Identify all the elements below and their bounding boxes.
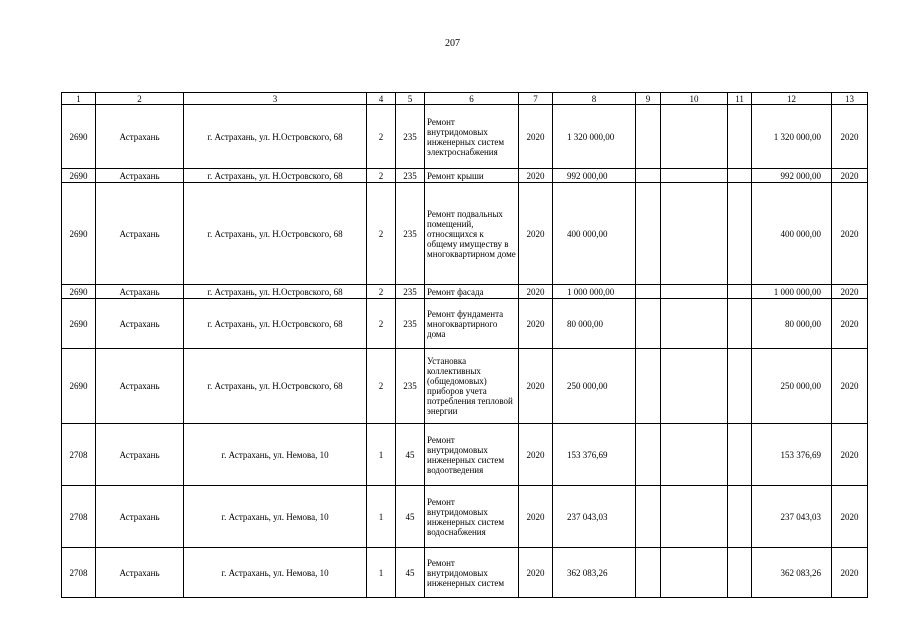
address-cell: г. Астрахань, ул. Н.Островского, 68 xyxy=(184,105,367,169)
col11-cell xyxy=(728,299,752,349)
header-row xyxy=(62,93,868,105)
work-type-cell: Ремонт подвальных помещений, относящихся к общему имуществу в многоквартирном доме xyxy=(425,183,519,285)
end-year-cell: 2020 xyxy=(832,299,868,349)
col9-cell xyxy=(636,105,661,169)
cost-cell: 1 320 000,00 xyxy=(553,105,636,169)
column-header: 7 xyxy=(519,93,553,105)
column-header: 12 xyxy=(752,93,832,105)
year-cell: 2020 xyxy=(519,105,553,169)
col5-cell: 45 xyxy=(396,486,425,548)
year-cell: 2020 xyxy=(519,349,553,424)
work-type-cell: Ремонт внутридомовых инженерных систем электроснабжения xyxy=(425,105,519,169)
col9-cell xyxy=(636,169,661,183)
col5-cell: 235 xyxy=(396,169,425,183)
col9-cell xyxy=(636,424,661,486)
col11-cell xyxy=(728,183,752,285)
municipality-cell: Астрахань xyxy=(96,105,184,169)
col10-cell xyxy=(661,349,728,424)
year-cell: 2020 xyxy=(519,183,553,285)
column-header: 8 xyxy=(553,93,636,105)
table-row xyxy=(62,299,868,349)
column-header: 6 xyxy=(425,93,519,105)
col10-cell xyxy=(661,183,728,285)
col9-cell xyxy=(636,349,661,424)
col5-cell: 235 xyxy=(396,183,425,285)
column-header: 11 xyxy=(728,93,752,105)
building-id-cell: 2690 xyxy=(62,349,96,424)
address-cell: г. Астрахань, ул. Немова, 10 xyxy=(184,424,367,486)
col4-cell: 1 xyxy=(367,424,396,486)
table-row xyxy=(62,424,868,486)
municipality-cell: Астрахань xyxy=(96,424,184,486)
col4-cell: 1 xyxy=(367,486,396,548)
col4-cell: 2 xyxy=(367,299,396,349)
col9-cell xyxy=(636,285,661,299)
col5-cell: 235 xyxy=(396,285,425,299)
col10-cell xyxy=(661,285,728,299)
address-cell: г. Астрахань, ул. Н.Островского, 68 xyxy=(184,169,367,183)
address-cell: г. Астрахань, ул. Н.Островского, 68 xyxy=(184,349,367,424)
year-cell: 2020 xyxy=(519,548,553,598)
year-cell: 2020 xyxy=(519,424,553,486)
cost-cell: 400 000,00 xyxy=(553,183,636,285)
table-row xyxy=(62,285,868,299)
municipality-cell: Астрахань xyxy=(96,486,184,548)
col11-cell xyxy=(728,285,752,299)
total-cell: 1 000 000,00 xyxy=(752,285,832,299)
work-type-cell: Ремонт крыши xyxy=(425,169,519,183)
total-cell: 153 376,69 xyxy=(752,424,832,486)
col5-cell: 45 xyxy=(396,548,425,598)
municipality-cell: Астрахань xyxy=(96,169,184,183)
address-cell: г. Астрахань, ул. Немова, 10 xyxy=(184,486,367,548)
work-type-cell: Ремонт внутридомовых инженерных систем xyxy=(425,548,519,598)
total-cell: 992 000,00 xyxy=(752,169,832,183)
col10-cell xyxy=(661,105,728,169)
end-year-cell: 2020 xyxy=(832,424,868,486)
col5-cell: 235 xyxy=(396,299,425,349)
address-cell: г. Астрахань, ул. Н.Островского, 68 xyxy=(184,285,367,299)
building-id-cell: 2690 xyxy=(62,285,96,299)
capital-repair-table xyxy=(61,92,868,598)
end-year-cell: 2020 xyxy=(832,183,868,285)
work-type-cell: Ремонт внутридомовых инженерных систем водоотведения xyxy=(425,424,519,486)
col5-cell: 235 xyxy=(396,349,425,424)
col10-cell xyxy=(661,424,728,486)
municipality-cell: Астрахань xyxy=(96,349,184,424)
col4-cell: 2 xyxy=(367,183,396,285)
col4-cell: 2 xyxy=(367,169,396,183)
col10-cell xyxy=(661,299,728,349)
end-year-cell: 2020 xyxy=(832,169,868,183)
col5-cell: 45 xyxy=(396,424,425,486)
col4-cell: 2 xyxy=(367,349,396,424)
work-type-cell: Установка коллективных (общедомовых) приборов учета потребления тепловой энергии xyxy=(425,349,519,424)
building-id-cell: 2708 xyxy=(62,486,96,548)
total-cell: 250 000,00 xyxy=(752,349,832,424)
col4-cell: 1 xyxy=(367,548,396,598)
column-header: 13 xyxy=(832,93,868,105)
column-header: 2 xyxy=(96,93,184,105)
col5-cell: 235 xyxy=(396,105,425,169)
total-cell: 362 083,26 xyxy=(752,548,832,598)
col10-cell xyxy=(661,548,728,598)
building-id-cell: 2708 xyxy=(62,424,96,486)
col4-cell: 2 xyxy=(367,285,396,299)
column-header: 10 xyxy=(661,93,728,105)
col10-cell xyxy=(661,169,728,183)
cost-cell: 153 376,69 xyxy=(553,424,636,486)
col10-cell xyxy=(661,486,728,548)
cost-cell: 1 000 000,00 xyxy=(553,285,636,299)
cost-cell: 237 043,03 xyxy=(553,486,636,548)
municipality-cell: Астрахань xyxy=(96,299,184,349)
building-id-cell: 2690 xyxy=(62,299,96,349)
end-year-cell: 2020 xyxy=(832,349,868,424)
municipality-cell: Астрахань xyxy=(96,183,184,285)
end-year-cell: 2020 xyxy=(832,486,868,548)
address-cell: г. Астрахань, ул. Н.Островского, 68 xyxy=(184,183,367,285)
municipality-cell: Астрахань xyxy=(96,548,184,598)
cost-cell: 250 000,00 xyxy=(553,349,636,424)
municipality-cell: Астрахань xyxy=(96,285,184,299)
total-cell: 1 320 000,00 xyxy=(752,105,832,169)
year-cell: 2020 xyxy=(519,299,553,349)
column-header: 1 xyxy=(62,93,96,105)
cost-cell: 80 000,00 xyxy=(553,299,636,349)
year-cell: 2020 xyxy=(519,169,553,183)
col11-cell xyxy=(728,105,752,169)
column-header: 5 xyxy=(396,93,425,105)
building-id-cell: 2690 xyxy=(62,105,96,169)
table-row xyxy=(62,183,868,285)
col9-cell xyxy=(636,486,661,548)
address-cell: г. Астрахань, ул. Н.Островского, 68 xyxy=(184,299,367,349)
cost-cell: 362 083,26 xyxy=(553,548,636,598)
end-year-cell: 2020 xyxy=(832,105,868,169)
building-id-cell: 2690 xyxy=(62,169,96,183)
col9-cell xyxy=(636,183,661,285)
work-type-cell: Ремонт фундамента многоквартирного дома xyxy=(425,299,519,349)
table-row xyxy=(62,486,868,548)
column-header: 9 xyxy=(636,93,661,105)
page-number: 207 xyxy=(445,38,460,49)
work-type-cell: Ремонт внутридомовых инженерных систем водоснабжения xyxy=(425,486,519,548)
end-year-cell: 2020 xyxy=(832,548,868,598)
column-header: 3 xyxy=(184,93,367,105)
col4-cell: 2 xyxy=(367,105,396,169)
col11-cell xyxy=(728,349,752,424)
table-row xyxy=(62,105,868,169)
building-id-cell: 2690 xyxy=(62,183,96,285)
end-year-cell: 2020 xyxy=(832,285,868,299)
total-cell: 237 043,03 xyxy=(752,486,832,548)
year-cell: 2020 xyxy=(519,486,553,548)
table-row xyxy=(62,169,868,183)
address-cell: г. Астрахань, ул. Немова, 10 xyxy=(184,548,367,598)
table-row xyxy=(62,349,868,424)
col11-cell xyxy=(728,169,752,183)
table-row xyxy=(62,548,868,598)
col9-cell xyxy=(636,299,661,349)
col11-cell xyxy=(728,486,752,548)
col9-cell xyxy=(636,548,661,598)
cost-cell: 992 000,00 xyxy=(553,169,636,183)
work-type-cell: Ремонт фасада xyxy=(425,285,519,299)
total-cell: 80 000,00 xyxy=(752,299,832,349)
col11-cell xyxy=(728,424,752,486)
total-cell: 400 000,00 xyxy=(752,183,832,285)
col11-cell xyxy=(728,548,752,598)
year-cell: 2020 xyxy=(519,285,553,299)
building-id-cell: 2708 xyxy=(62,548,96,598)
column-header: 4 xyxy=(367,93,396,105)
